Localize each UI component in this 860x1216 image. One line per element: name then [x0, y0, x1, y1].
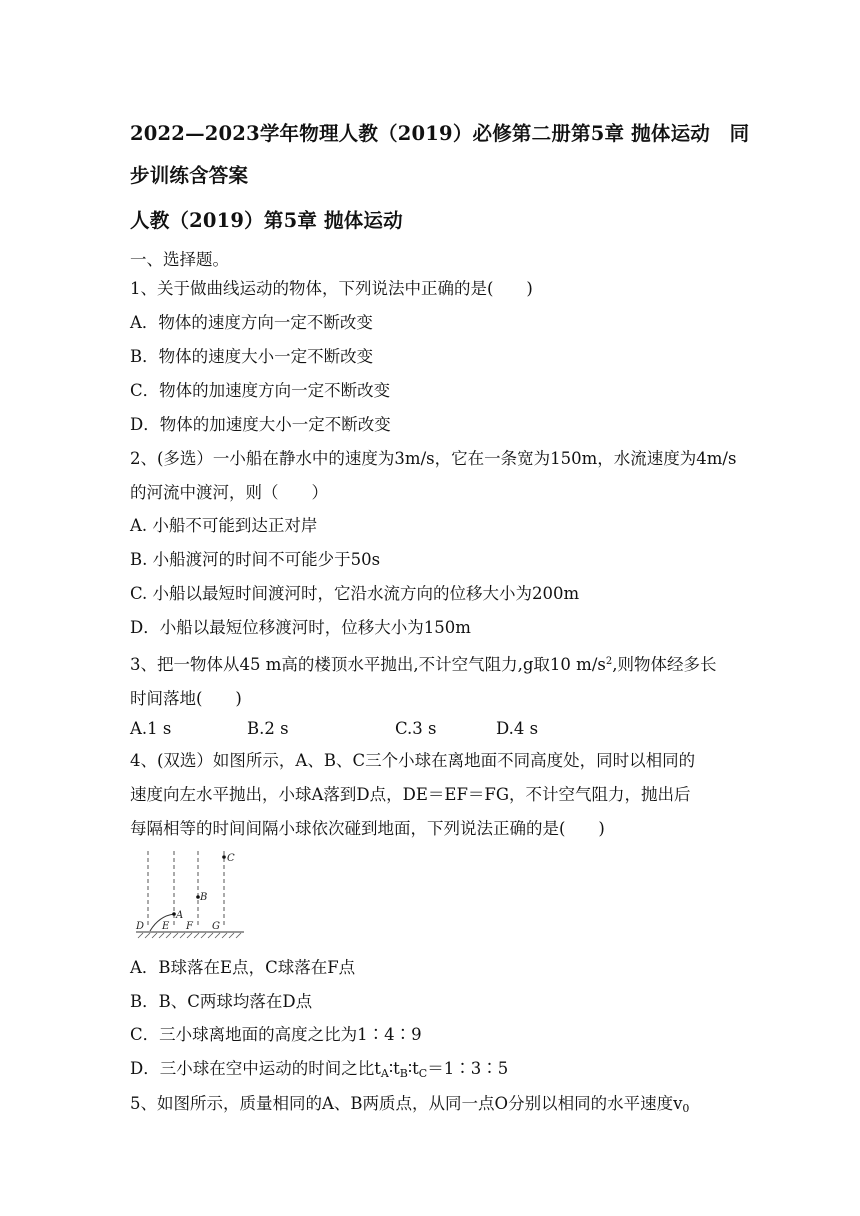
- q3-options-row: [130, 719, 538, 738]
- label-e: E: [162, 921, 170, 932]
- label-g: G: [212, 921, 220, 932]
- q4-option-d-prefix: D．三小球在空中运动的时间之比t: [130, 1059, 381, 1078]
- document-title-line2: 步训练含答案: [130, 164, 249, 187]
- q3-stem-text-a: 3、把一物体从45 m高的楼顶水平抛出,不计空气阻力,g取10 m/s: [130, 655, 606, 674]
- q4-stem-line2: 速度向左水平抛出，小球A落到D点，DE＝EF＝FG，不计空气阻力，抛出后: [130, 785, 691, 804]
- q4-option-c: C．三小球离地面的高度之比为1∶4∶9: [130, 1025, 422, 1044]
- q5-stem: [130, 1090, 689, 1115]
- q3-stem-line1: [130, 651, 716, 675]
- q4-option-d: [130, 1055, 508, 1080]
- ball-c: [222, 855, 226, 859]
- q5-stem-text: 5、如图所示，质量相同的A、B两质点，从同一点O分别以相同的水平速度v: [130, 1094, 683, 1113]
- q3-stem-line2: 时间落地( ): [130, 689, 242, 708]
- q5-stem-subscript: 0: [682, 1102, 690, 1115]
- q3-option-c: C.3 s: [395, 719, 437, 738]
- q4-option-b: B．B、C两球均落在D点: [130, 992, 313, 1011]
- q4-stem-line1: 4、(双选）如图所示，A、B、C三个小球在离地面不同高度处，同时以相同的: [130, 751, 696, 770]
- q3-option-a: A.1 s: [130, 719, 172, 738]
- q4-option-a: A．B球落在E点，C球落在F点: [130, 958, 356, 977]
- label-b: B: [200, 892, 208, 903]
- projectile-figure: [132, 847, 252, 942]
- q1-option-a: A．物体的速度方向一定不断改变: [130, 313, 373, 332]
- label-a: A: [176, 910, 184, 921]
- label-d: D: [136, 921, 145, 932]
- document-title-line1: 2022—2023学年物理人教（2019）必修第二册第5章 抛体运动 同: [130, 122, 750, 145]
- q3-option-d: D.4 s: [496, 719, 539, 738]
- q2-option-a: A. 小船不可能到达正对岸: [130, 516, 318, 535]
- q2-option-b: B. 小船渡河的时间不可能少于50s: [130, 550, 381, 569]
- q4-option-d-suffix: ＝1∶3∶5: [427, 1059, 509, 1078]
- q4-option-d-mid1: ∶t: [388, 1059, 400, 1078]
- q4-option-d-sub-b: B: [399, 1067, 408, 1080]
- label-c: C: [227, 853, 235, 864]
- q3-stem-text-b: ,则物体经多长: [612, 655, 717, 674]
- q2-stem-line1: 2、(多选）一小船在静水中的速度为3m/s，它在一条宽为150m，水流速度为4m/s: [130, 449, 737, 468]
- q4-option-d-mid2: ∶t: [407, 1059, 419, 1078]
- q1-option-c: C．物体的加速度方向一定不断改变: [130, 381, 391, 400]
- q2-stem-line2: 的河流中渡河，则（ ）: [130, 483, 328, 502]
- section-label: 一、选择题。: [130, 250, 229, 269]
- q1-option-d: D．物体的加速度大小一定不断改变: [130, 415, 391, 434]
- q4-stem-line3: 每隔相等的时间间隔小球依次碰到地面，下列说法正确的是( ): [130, 819, 605, 838]
- document-subtitle: 人教（2019）第5章 抛体运动: [130, 209, 403, 232]
- q3-option-b: B.2 s: [247, 719, 289, 738]
- q2-option-d: D．小船以最短位移渡河时，位移大小为150m: [130, 618, 471, 637]
- q1-stem: 1、关于做曲线运动的物体，下列说法中正确的是( ): [130, 279, 533, 298]
- label-f: F: [186, 921, 193, 932]
- q2-option-c: C. 小船以最短时间渡河时，它沿水流方向的位移大小为200m: [130, 584, 580, 603]
- q3-stem-superscript: 2: [605, 656, 613, 667]
- q1-option-b: B．物体的速度大小一定不断改变: [130, 347, 374, 366]
- q4-option-d-sub-c: C: [418, 1067, 428, 1080]
- q4-option-d-sub-a: A: [380, 1067, 389, 1080]
